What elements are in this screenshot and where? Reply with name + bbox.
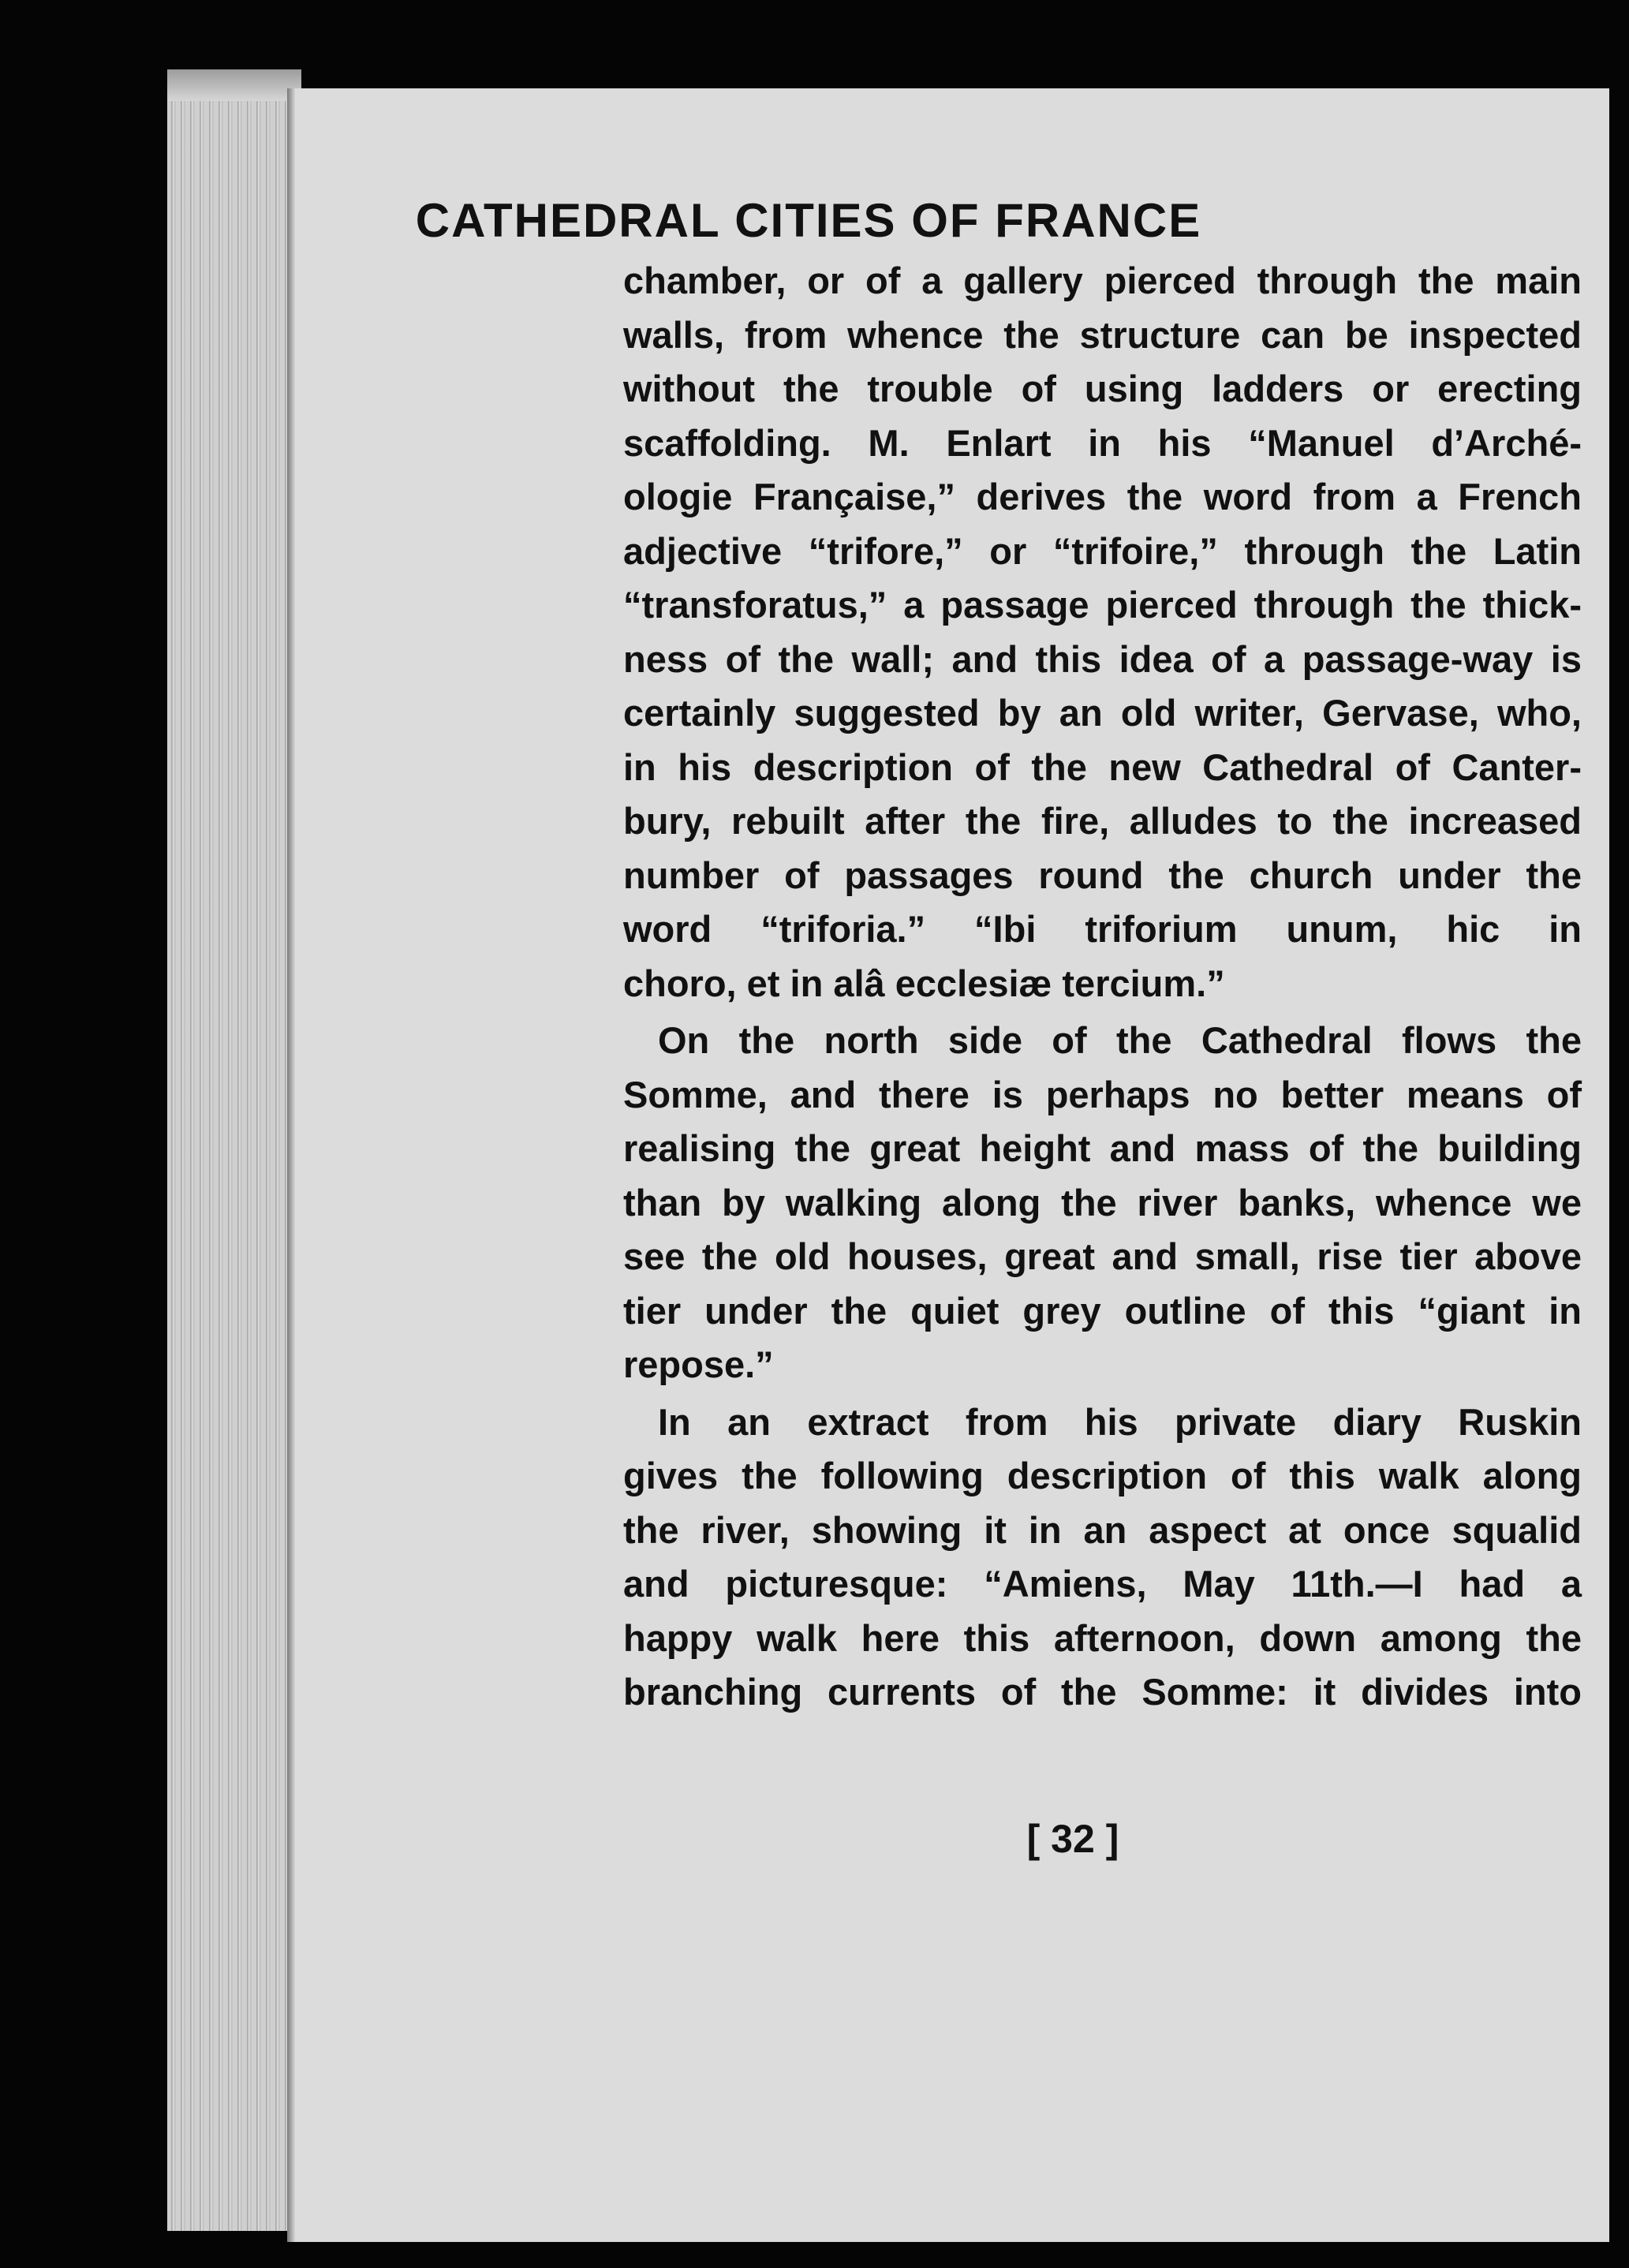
text-line: On the north side of the Cathedral flows the (658, 1019, 1582, 1061)
page-number: [ 32 ] (1026, 1817, 1119, 1861)
text-line: without the trouble of using ladders or erecting (623, 368, 1582, 409)
text-line: realising the great height and mass of the building (623, 1127, 1582, 1169)
text-line: scaffolding. M. Enlart in his “Manuel d’Arché- (623, 421, 1582, 464)
text-line: gives the following description of this walk along (623, 1455, 1582, 1496)
text-line: in his description of the new Cathedral of Canter- (623, 745, 1582, 788)
text-line: ologie Française,” derives the word from a French (623, 476, 1582, 517)
text-line: “transforatus,” a passage pierced through the thick- (623, 584, 1582, 626)
running-head: CATHEDRAL CITIES OF FRANCE (415, 194, 1202, 247)
text-line: tier under the quiet grey outline of this “giant in (623, 1289, 1582, 1332)
text-line: branching currents of the Somme: it divides into (623, 1671, 1582, 1713)
text-line: Somme, and there is perhaps no better means of (623, 1073, 1582, 1115)
text-line: happy walk here this afternoon, down among the (623, 1616, 1582, 1659)
text-line: repose.” (623, 1343, 774, 1385)
text-line: certainly suggested by an old writer, Gervase, who, (623, 692, 1582, 734)
text-line: and picturesque: “Amiens, May 11th.—I had a (623, 1563, 1582, 1605)
text-line: In an extract from his private diary Ruskin (658, 1400, 1582, 1443)
body-text (623, 254, 1582, 1720)
text-line: see the old houses, great and small, rise tier above (623, 1235, 1582, 1277)
text-line: word “triforia.” “Ibi triforium unum, hic in (623, 908, 1582, 950)
text-line: walls, from whence the structure can be inspected (623, 313, 1582, 356)
text-line: chamber, or of a gallery pierced through the main (623, 260, 1582, 301)
text-line: bury, rebuilt after the fire, alludes to the increased (623, 800, 1582, 842)
text-line: the river, showing it in an aspect at once squalid (623, 1508, 1582, 1551)
text-line: number of passages round the church under the (623, 854, 1582, 896)
text-line: ness of the wall; and this idea of a passage-way is (623, 637, 1582, 680)
text-line: adjective “trifore,” or “trifoire,” through the Latin (623, 529, 1582, 572)
text-line: than by walking along the river banks, whence we (623, 1181, 1582, 1224)
page-edges (167, 69, 301, 2231)
text-line: choro, et in alâ ecclesiæ tercium.” (623, 962, 1225, 1004)
